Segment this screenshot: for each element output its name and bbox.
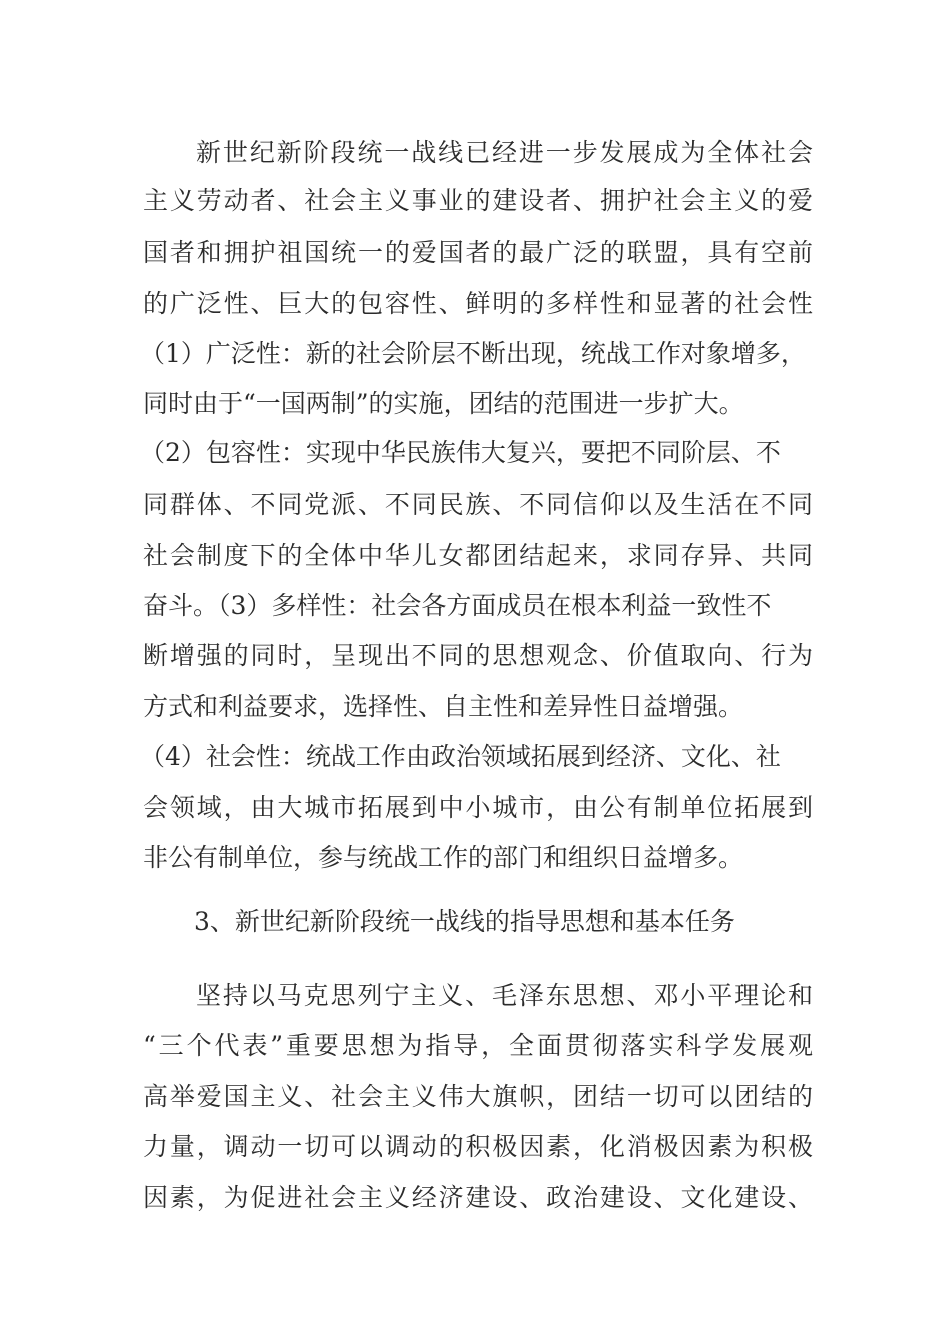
text-line: 同群体、不同党派、不同民族、不同信仰以及生活在不同 <box>143 490 813 519</box>
text-line: 因素，为促进社会主义经济建设、政治建设、文化建设、 <box>143 1183 813 1212</box>
text-line: 社会制度下的全体中华儿女都团结起来，求同存异、共同 <box>143 541 813 570</box>
text-line: 主义劳动者、社会主义事业的建设者、拥护社会主义的爱 <box>143 186 813 215</box>
text-line: 坚持以马克思列宁主义、毛泽东思想、邓小平理论和 <box>196 981 813 1010</box>
text-line: （2）包容性：实现中华民族伟大复兴，要把不同阶层、不 <box>140 438 781 467</box>
text-line: 方式和利益要求，选择性、自主性和差异性日益增强。 <box>143 692 744 721</box>
text-line: 高举爱国主义、社会主义伟大旗帜，团结一切可以团结的 <box>143 1082 813 1111</box>
text-line: “三个代表”重要思想为指导，全面贯彻落实科学发展观 <box>143 1031 813 1060</box>
section-heading: 3、新世纪新阶段统一战线的指导思想和基本任务 <box>194 907 735 936</box>
text-line: （1）广泛性：新的社会阶层不断出现，统战工作对象增多， <box>140 339 806 368</box>
text-line: 会领域，由大城市拓展到中小城市，由公有制单位拓展到 <box>143 793 813 822</box>
text-line: 的广泛性、巨大的包容性、鲜明的多样性和显著的社会性 <box>143 289 813 318</box>
text-line: 断增强的同时，呈现出不同的思想观念、价值取向、行为 <box>143 641 813 670</box>
text-line: 力量，调动一切可以调动的积极因素，化消极因素为积极 <box>143 1132 813 1161</box>
text-line: 新世纪新阶段统一战线已经进一步发展成为全体社会 <box>196 138 813 167</box>
text-line: （4）社会性：统战工作由政治领域拓展到经济、文化、社 <box>140 742 781 771</box>
text-line: 奋斗。（3）多样性：社会各方面成员在根本利益一致性不 <box>143 591 772 620</box>
text-line: 同时由于“一国两制”的实施，团结的范围进一步扩大。 <box>143 389 744 418</box>
text-line: 非公有制单位，参与统战工作的部门和组织日益增多。 <box>143 843 744 872</box>
text-line: 国者和拥护祖国统一的爱国者的最广泛的联盟，具有空前 <box>143 238 813 267</box>
